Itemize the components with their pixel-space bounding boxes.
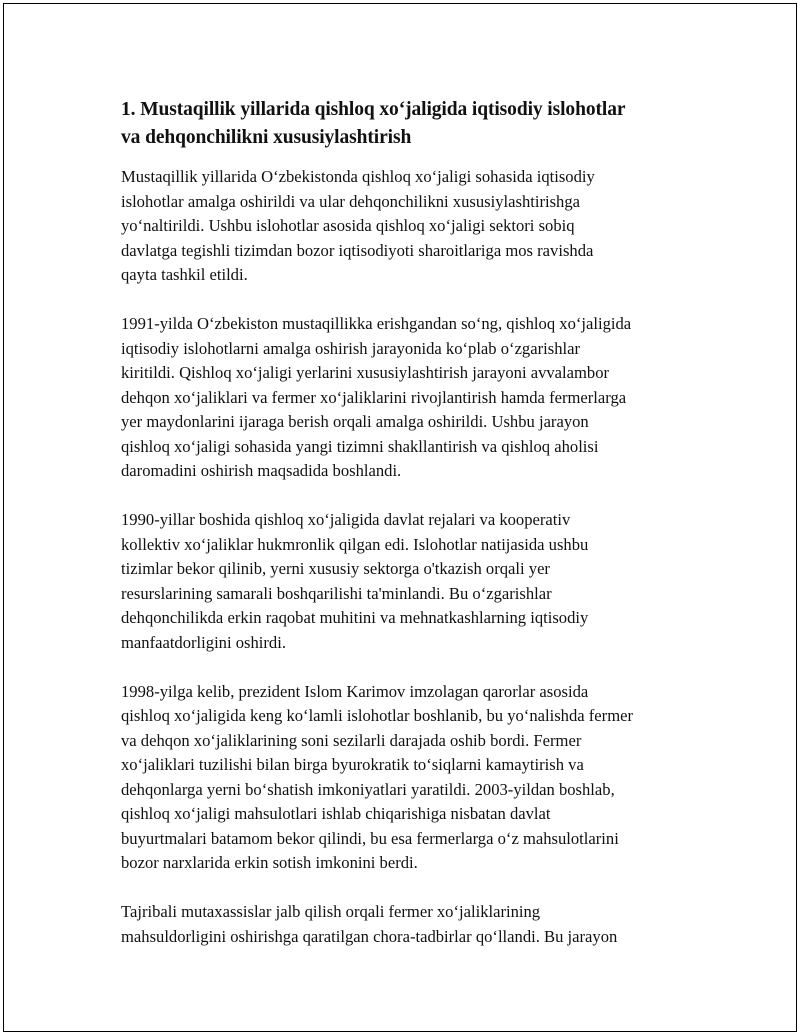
page-frame xyxy=(3,3,797,1032)
paragraph-1: Mustaqillik yillarida O‘zbekistonda qishloq xo‘jaligi sohasida iqtisodiy islohotlar amalga oshirildi va ular dehqonchilikni xususiylashtirishga yo‘naltirildi. Ushbu islohotlar asosida qishloq xo‘jaligi sektori sobiq davlatga tegishli tizimdan bozor iqtisodiyoti sharoitlariga mos ravishda qayta tashkil etildi. xyxy=(121,167,595,284)
paragraph-5: Tajribali mutaxassislar jalb qilish orqali fermer xo‘jaliklarining mahsuldorligini oshirishga qaratilgan chora-tadbirlar qo‘llandi. Bu jarayon xyxy=(121,902,618,946)
paragraph-3: 1990-yillar boshida qishloq xo‘jaligida davlat rejalari va kooperativ kollektiv xo‘jaliklar hukmronlik qilgan edi. Islohotlar natijasida ushbu tizimlar bekor qilinib, yerni xususiy sektorga o'tkazish orqali yer resurslarining samarali boshqarilishi ta'minlandi. Bu o‘zgarishlar dehqonchilikda erkin raqobat muhitini va mehnatkashlarning iqtisodiy manfaatdorligini oshirdi. xyxy=(121,510,589,652)
paragraph-2: 1991-yilda O‘zbekiston mustaqillikka erishgandan so‘ng, qishloq xo‘jaligida iqtisodiy islohotlarni amalga oshirish jarayonida ko‘plab o‘zgarishlar kiritildi. Qishloq xo‘jaligi yerlarini xususiylashtirish jarayoni avvalambor dehqon xo‘jaliklari va fermer xo‘jaliklarini rivojlantirish hamda fermerlarga yer maydonlarini ijaraga berish orqali amalga oshirildi. Ushbu jarayon qishloq xo‘jaligi sohasida yangi tizimni shakllantirish va qishloq aholisi daromadini oshirish maqsadida boshlandi. xyxy=(121,314,632,480)
document-body xyxy=(121,96,706,974)
paragraph-4: 1998-yilga kelib, prezident Islom Karimov imzolagan qarorlar asosida qishloq xo‘jaligida keng ko‘lamli islohotlar boshlanib, bu yo‘nalishda fermer va dehqon xo‘jaliklarining soni sezilarli darajada oshib bordi. Fermer xo‘jaliklari tuzilishi bilan birga byurokratik to‘siqlarni kamaytirish va dehqonlarga yerni bo‘shatish imkoniyatlari yaratildi. 2003-yildan boshlab, qishloq xo‘jaligi mahsulotlari ishlab chiqarishiga nisbatan davlat buyurtmalari batamom bekor qilindi, bu esa fermerlarga o‘z mahsulotlarini bozor narxlarida erkin sotish imkonini berdi. xyxy=(121,681,633,872)
section-heading: 1. Mustaqillik yillarida qishloq xo‘jaligida iqtisodiy islohotlar va dehqonchilikni xususiylashtirish xyxy=(121,99,626,148)
